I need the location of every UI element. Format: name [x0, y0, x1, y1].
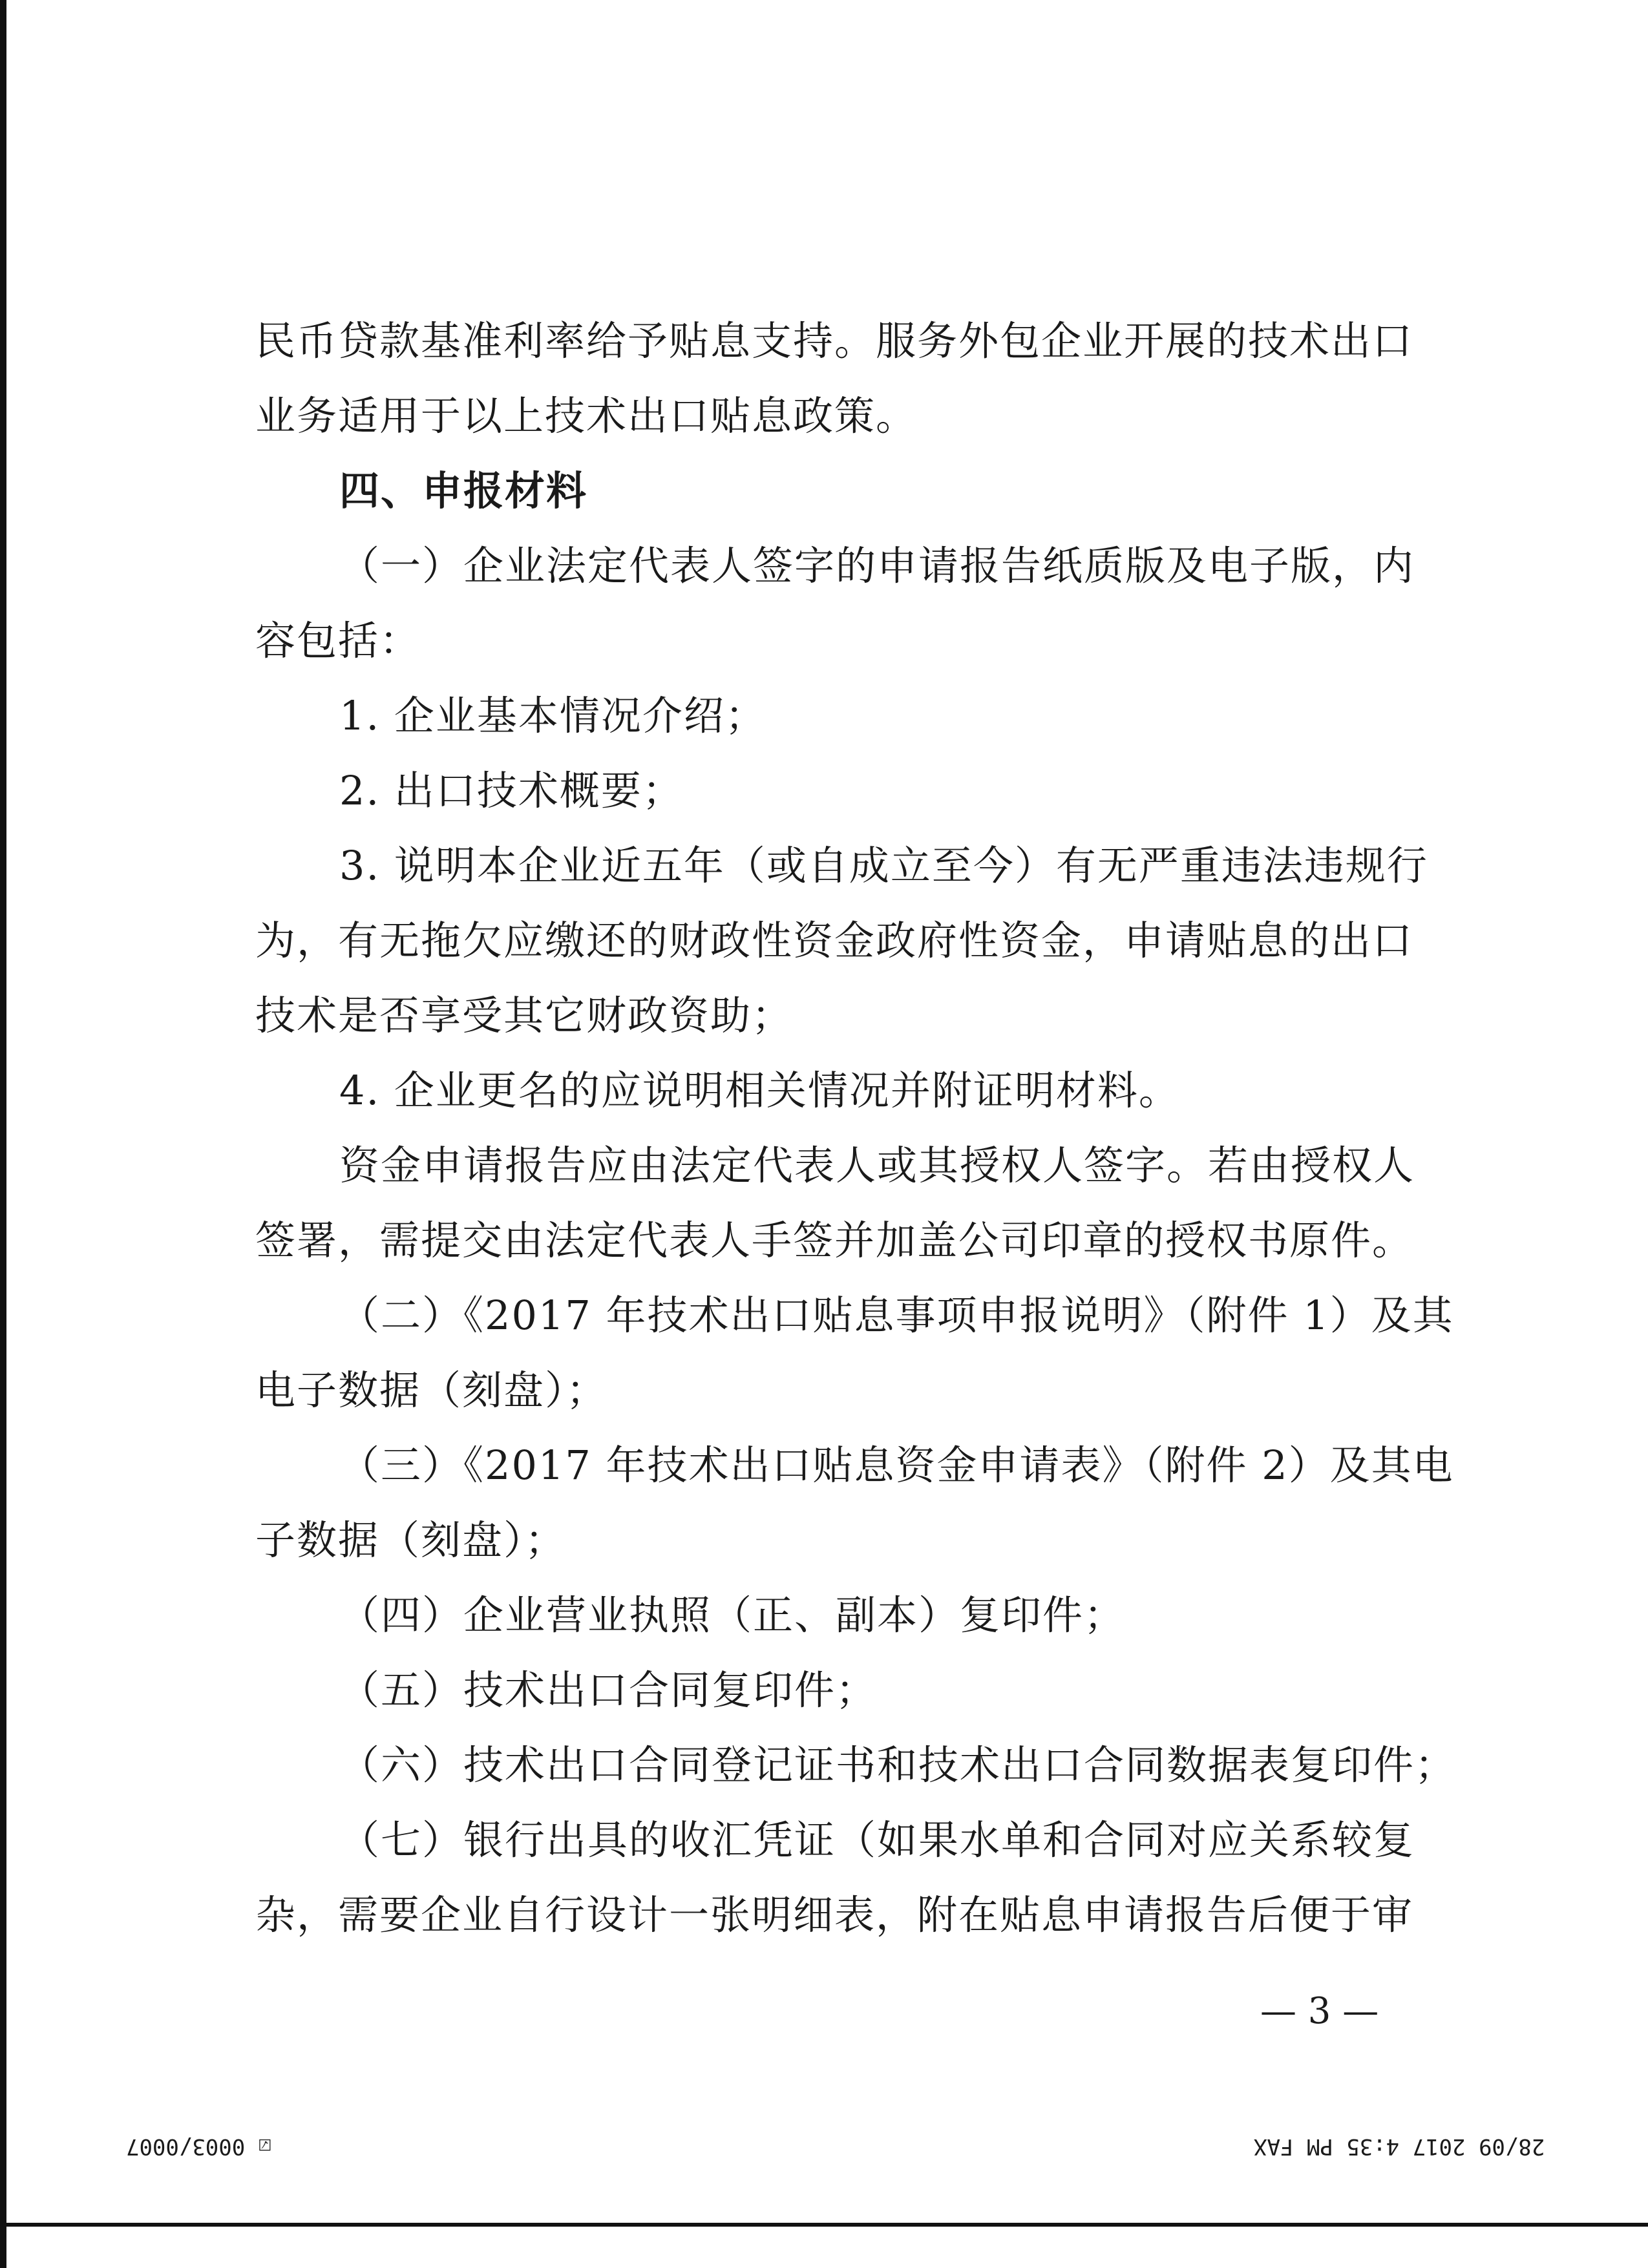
text-line-15: 电子数据（刻盘）；	[255, 1367, 608, 1414]
text-line-1: 民币贷款基准利率给予贴息支持。服务外包企业开展的技术出口	[255, 317, 1414, 364]
text-line-2: 业务适用于以上技术出口贴息政策。	[255, 392, 918, 439]
scan-edge-bottom	[0, 2223, 1648, 2227]
material-item-6: （六）技术出口合同登记证书和技术出口合同数据表复印件；	[339, 1741, 1457, 1789]
text-line-17: 子数据（刻盘）；	[255, 1517, 567, 1564]
page-number: — 3 —	[1260, 1990, 1379, 2032]
scan-edge-left	[0, 0, 6, 2268]
material-item-5: （五）技术出口合同复印件；	[339, 1666, 878, 1714]
text-line-5: 容包括：	[255, 617, 421, 664]
fax-timestamp: 28/09 2017 4:35 PM FAX	[1254, 2134, 1545, 2159]
material-item-7: （七）银行出具的收汇凭证（如果水单和合同对应关系较复	[339, 1816, 1415, 1864]
text-line-10: 技术是否享受其它财政资助；	[255, 992, 794, 1039]
document-body	[255, 304, 1457, 1953]
list-item-2: 2. 出口技术概要；	[339, 767, 684, 814]
text-line-22: 杂，需要企业自行设计一张明细表，附在贴息申请报告后便于审	[255, 1891, 1414, 1938]
material-item-2: （二）《2017 年技术出口贴息事项申报说明》（附件 1）及其	[339, 1292, 1454, 1339]
material-item-3: （三）《2017 年技术出口贴息资金申请表》（附件 2）及其电	[339, 1442, 1454, 1489]
list-item-4: 4. 企业更名的应说明相关情况并附证明材料。	[339, 1067, 1180, 1114]
list-item-1: 1. 企业基本情况介绍；	[339, 692, 766, 739]
fax-page-counter: ☑ 0003/0007	[126, 2134, 272, 2159]
text-line-9: 为，有无拖欠应缴还的财政性资金政府性资金，申请贴息的出口	[255, 917, 1414, 964]
text-line-13: 签署，需提交由法定代表人手签并加盖公司印章的授权书原件。	[255, 1217, 1414, 1264]
list-item-3: 3. 说明本企业近五年（或自成立至今）有无严重违法违规行	[339, 842, 1428, 889]
text-line-12: 资金申请报告应由法定代表人或其授权人签字。若由授权人	[339, 1142, 1415, 1189]
section-heading: 四、申报材料	[339, 467, 588, 514]
material-item-4: （四）企业营业执照（正、副本）复印件；	[339, 1591, 1126, 1639]
text-line-4: （一）企业法定代表人签字的申请报告纸质版及电子版，内	[339, 542, 1415, 589]
